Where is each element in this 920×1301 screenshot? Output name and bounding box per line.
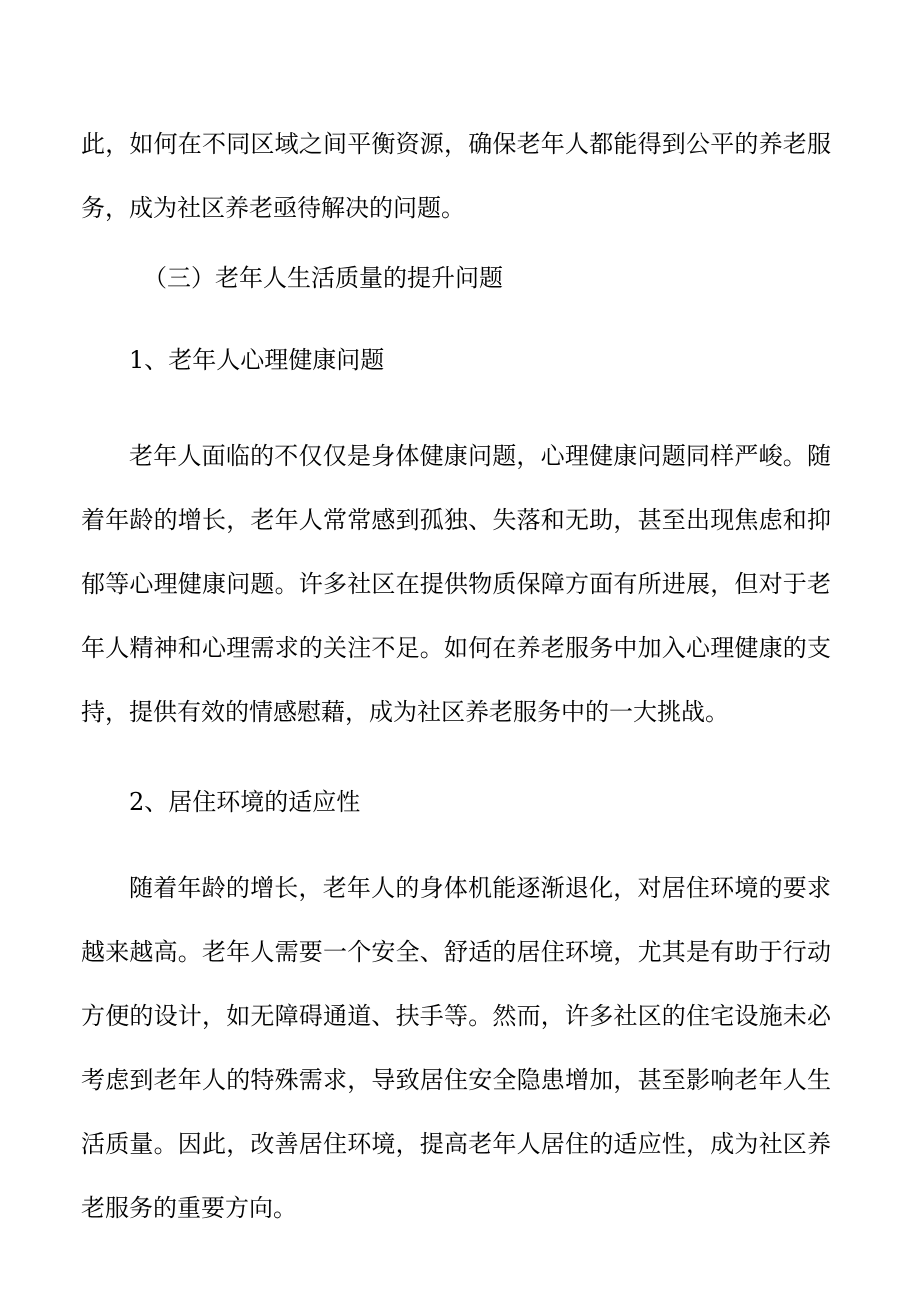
body-paragraph-mental-health: 老年人面临的不仅仅是身体健康问题，心理健康问题同样严峻。随着年龄的增长，老年人常常感到孤独、失落和无助，甚至出现焦虑和抑郁等心理健康问题。许多社区在提供物质保障方面有所进展，但对于老年人精神和心理需求的关注不足。如何在养老服务中加入心理健康的支持，提供有效的情感慰藉，成为社区养老服务中的一大挑战。 — [81, 442, 831, 726]
section-heading: （三）老年人生活质量的提升问题 — [143, 264, 503, 292]
subheading-mental-health: 1、老年人心理健康问题 — [129, 346, 385, 374]
body-paragraph-living-environment: 随着年龄的增长，老年人的身体机能逐渐退化，对居住环境的要求越来越高。老年人需要一个安全、舒适的居住环境，尤其是有助于行动方便的设计，如无障碍通道、扶手等。然而，许多社区的住宅设施未必考虑到老年人的特殊需求，导致居住安全隐患增加，甚至影响老年人生活质量。因此，改善居住环境，提高老年人居住的适应性，成为社区养老服务的重要方向。 — [81, 874, 831, 1222]
continuation-paragraph: 此，如何在不同区域之间平衡资源，确保老年人都能得到公平的养老服务，成为社区养老亟待解决的问题。 — [81, 130, 831, 222]
subheading-living-environment: 2、居住环境的适应性 — [129, 788, 361, 816]
